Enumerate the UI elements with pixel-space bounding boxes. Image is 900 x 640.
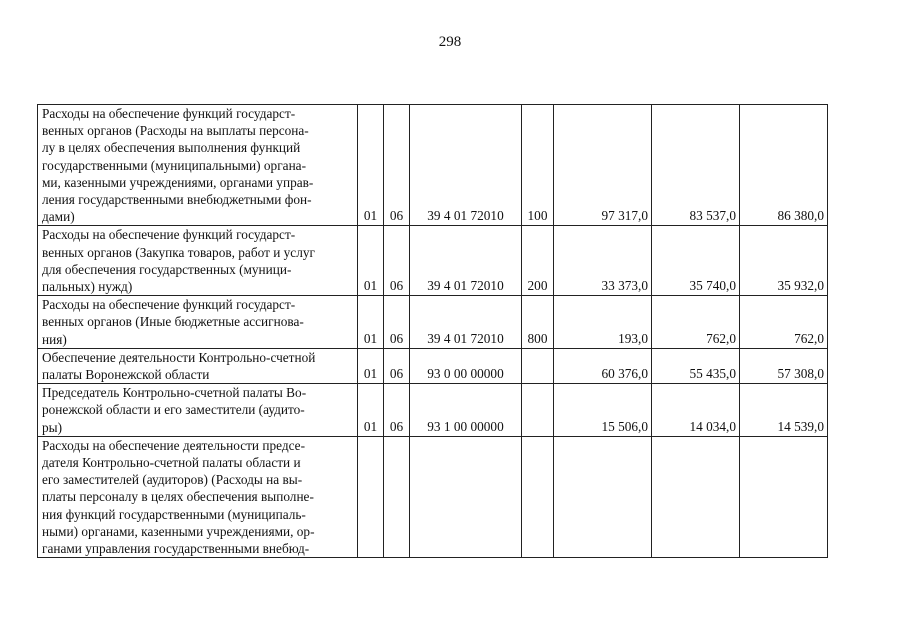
section-code-cell: 01 (358, 105, 384, 226)
description-line: венных органов (Иные бюджетные ассигнова- (42, 314, 304, 330)
table-row (38, 226, 828, 296)
description-cell (38, 436, 358, 557)
description-line: палаты Воронежской области (42, 367, 210, 383)
description-line: Расходы на обеспечение функций государст- (42, 297, 296, 313)
amount-year-3-cell: 762,0 (740, 296, 828, 349)
description-cell (38, 105, 358, 226)
table-body (38, 105, 828, 558)
description-line: его заместителей (аудиторов) (Расходы на вы- (42, 472, 303, 488)
amount-year-1-cell: 97 317,0 (554, 105, 652, 226)
description-line: ния) (42, 331, 67, 347)
table-row (38, 348, 828, 383)
section-code-cell: 01 (358, 226, 384, 296)
description-line: ганами управления государственными внебюд- (42, 541, 310, 557)
amount-year-2-cell: 35 740,0 (652, 226, 740, 296)
table-row (38, 296, 828, 349)
amount-year-1-cell: 33 373,0 (554, 226, 652, 296)
amount-year-1-cell: 15 506,0 (554, 384, 652, 437)
description-line: лу в целях обеспечения выполнения функций (42, 140, 301, 156)
section-code-cell: 01 (358, 348, 384, 383)
budget-table (37, 104, 828, 558)
description-cell (38, 348, 358, 383)
table-row (38, 384, 828, 437)
amount-year-2-cell (652, 436, 740, 557)
description-line: для обеспечения государственных (муници- (42, 261, 292, 277)
section-code-cell (358, 436, 384, 557)
subsection-code-cell: 06 (384, 105, 410, 226)
amount-year-3-cell (740, 436, 828, 557)
description-cell (38, 226, 358, 296)
amount-year-2-cell: 55 435,0 (652, 348, 740, 383)
amount-year-2-cell: 762,0 (652, 296, 740, 349)
description-line: дателя Контрольно-счетной палаты области и (42, 455, 301, 471)
description-line: ными) органами, казенными учреждениями, ор- (42, 523, 315, 539)
amount-year-3-cell: 86 380,0 (740, 105, 828, 226)
section-code-cell: 01 (358, 384, 384, 437)
description-line: платы персоналу в целях обеспечения выполне- (42, 489, 314, 505)
table-row (38, 436, 828, 557)
target-article-cell: 93 0 00 00000 (410, 348, 522, 383)
description-line: венных органов (Закупка товаров, работ и услуг (42, 244, 315, 260)
amount-year-3-cell: 14 539,0 (740, 384, 828, 437)
section-code-cell: 01 (358, 296, 384, 349)
description-line: венных органов (Расходы на выплаты персона- (42, 123, 309, 139)
description-line: Расходы на обеспечение деятельности предсе- (42, 437, 305, 453)
amount-year-1-cell: 60 376,0 (554, 348, 652, 383)
description-line: ры) (42, 419, 63, 435)
description-line: ми, казенными учреждениями, органами управ- (42, 174, 314, 190)
description-line: дами) (42, 209, 75, 225)
description-line: Расходы на обеспечение функций государст- (42, 106, 296, 121)
target-article-cell: 39 4 01 72010 (410, 105, 522, 226)
description-line: государственными (муниципальными) органа- (42, 157, 307, 173)
expense-type-cell (522, 384, 554, 437)
target-article-cell: 39 4 01 72010 (410, 226, 522, 296)
description-line: Обеспечение деятельности Контрольно-счетной (42, 349, 316, 365)
expense-type-cell: 200 (522, 226, 554, 296)
description-line: ния функций государственными (муниципаль- (42, 506, 306, 522)
expense-type-cell: 100 (522, 105, 554, 226)
amount-year-3-cell: 35 932,0 (740, 226, 828, 296)
amount-year-1-cell (554, 436, 652, 557)
description-line: Расходы на обеспечение функций государст- (42, 227, 296, 243)
target-article-cell: 39 4 01 72010 (410, 296, 522, 349)
description-line: пальных) нужд) (42, 279, 133, 295)
target-article-cell (410, 436, 522, 557)
subsection-code-cell: 06 (384, 296, 410, 349)
description-cell (38, 384, 358, 437)
description-cell (38, 296, 358, 349)
subsection-code-cell (384, 436, 410, 557)
target-article-cell: 93 1 00 00000 (410, 384, 522, 437)
description-line: Председатель Контрольно-счетной палаты Во- (42, 385, 307, 401)
subsection-code-cell: 06 (384, 226, 410, 296)
subsection-code-cell: 06 (384, 384, 410, 437)
amount-year-2-cell: 14 034,0 (652, 384, 740, 437)
expense-type-cell (522, 348, 554, 383)
amount-year-3-cell: 57 308,0 (740, 348, 828, 383)
subsection-code-cell: 06 (384, 348, 410, 383)
table-row (38, 105, 828, 226)
description-line: ления государственными внебюджетными фон- (42, 192, 312, 208)
description-line: ронежской области и его заместители (аудито- (42, 402, 305, 418)
page-number: 298 (438, 34, 462, 50)
amount-year-1-cell: 193,0 (554, 296, 652, 349)
expense-type-cell (522, 436, 554, 557)
amount-year-2-cell: 83 537,0 (652, 105, 740, 226)
expense-type-cell: 800 (522, 296, 554, 349)
